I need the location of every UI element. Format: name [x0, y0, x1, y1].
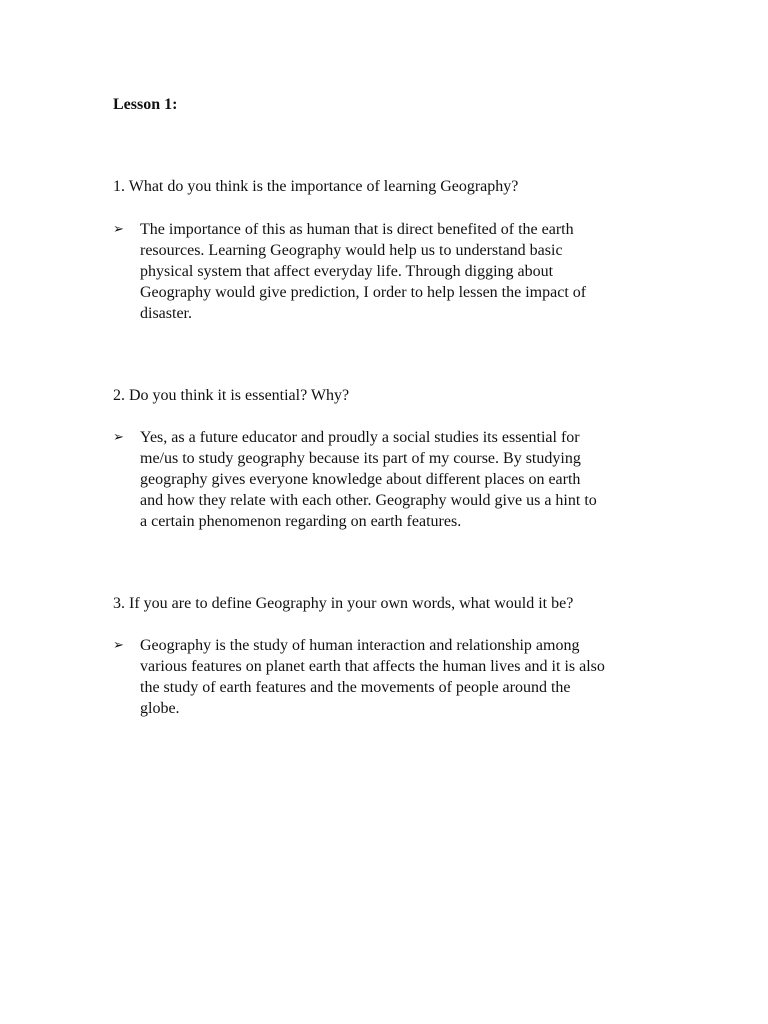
answer-2-line: a certain phenomenon regarding on earth features. — [140, 513, 462, 530]
answer-1 — [113, 219, 653, 324]
answer-2 — [113, 427, 653, 532]
page-title: Lesson 1: — [113, 96, 178, 113]
answer-3-line: Geography is the study of human interaction and relationship among — [140, 637, 580, 654]
question-2: 2. Do you think it is essential? Why? — [113, 387, 350, 404]
answer-3-line: various features on planet earth that affects the human lives and it is also — [140, 658, 605, 675]
answer-2-line: geography gives everyone knowledge about different places on earth — [140, 471, 581, 488]
arrow-bullet-icon: ➢ — [113, 222, 124, 237]
answer-1-line: resources. Learning Geography would help us to understand basic — [140, 242, 563, 259]
answer-1-line: disaster. — [140, 305, 192, 322]
arrow-bullet-icon: ➢ — [113, 638, 124, 653]
answer-3-line: the study of earth features and the movements of people around the — [140, 679, 571, 696]
answer-1-line: physical system that affect everyday life. Through digging about — [140, 263, 554, 280]
answer-3-line: globe. — [140, 700, 180, 717]
answer-2-line: Yes, as a future educator and proudly a social studies its essential for — [140, 429, 580, 446]
answer-2-line: and how they relate with each other. Geography would give us a hint to — [140, 492, 597, 509]
answer-3 — [113, 635, 653, 719]
answer-2-line: me/us to study geography because its part of my course. By studying — [140, 450, 581, 467]
arrow-bullet-icon: ➢ — [113, 430, 124, 445]
question-1: 1. What do you think is the importance of learning Geography? — [113, 178, 519, 195]
answer-1-line: The importance of this as human that is direct benefited of the earth — [140, 221, 574, 238]
answer-1-line: Geography would give prediction, I order to help lessen the impact of — [140, 284, 587, 301]
question-3: 3. If you are to define Geography in your own words, what would it be? — [113, 595, 574, 612]
